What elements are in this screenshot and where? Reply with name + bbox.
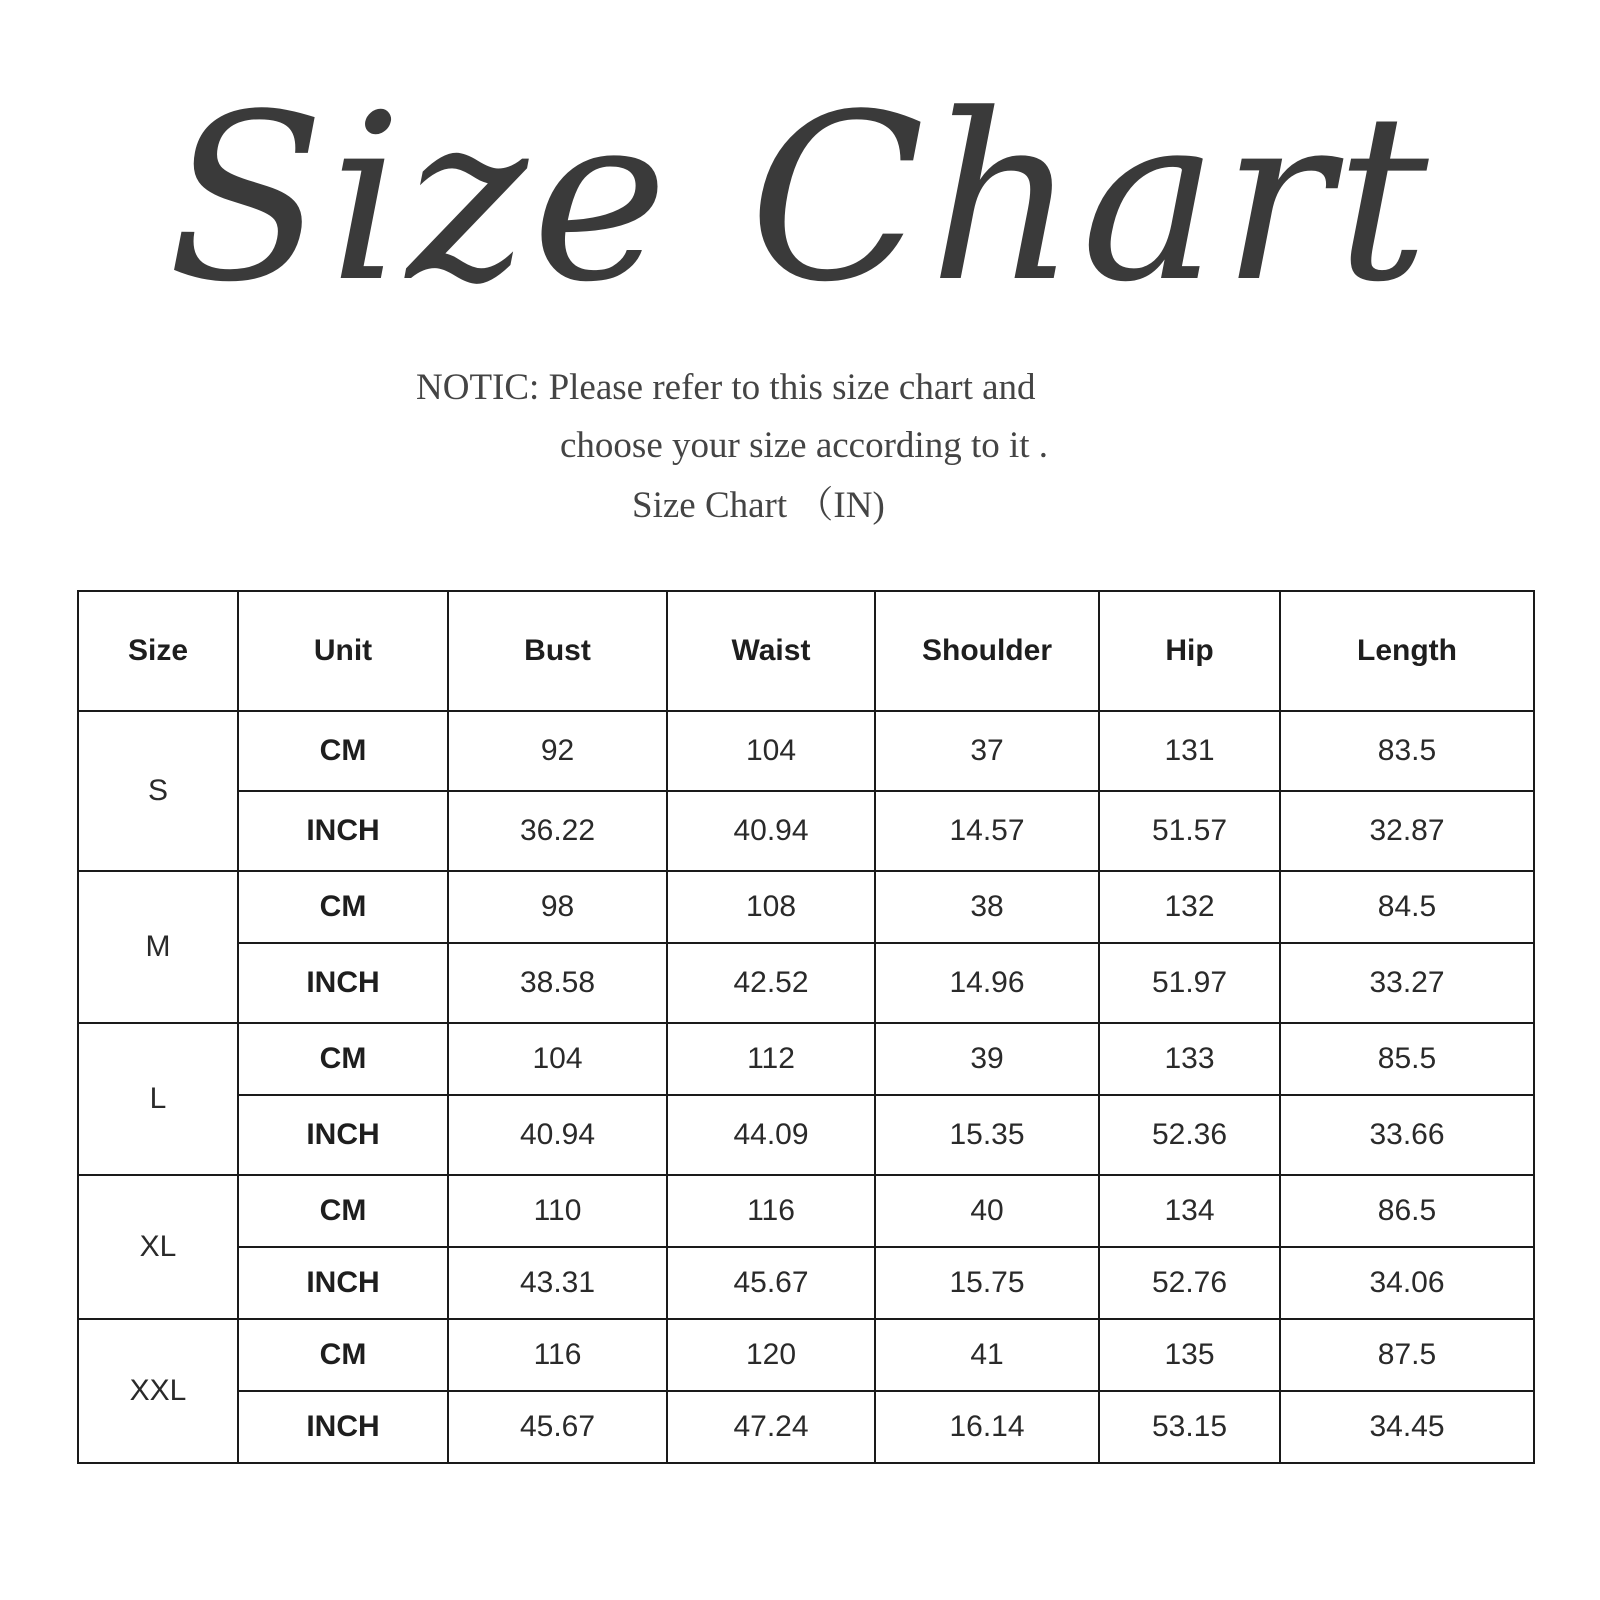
header-unit: Unit [238,591,448,711]
hip-cell: 131 [1099,711,1280,791]
length-cell: 32.87 [1280,791,1534,871]
hip-cell: 132 [1099,871,1280,943]
bust-cell: 38.58 [448,943,667,1023]
length-cell: 33.66 [1280,1095,1534,1175]
waist-cell: 44.09 [667,1095,875,1175]
notice-line-2: choose your size according to it . [560,425,1049,466]
unit-cell: CM [238,1023,448,1095]
waist-cell: 112 [667,1023,875,1095]
length-cell: 85.5 [1280,1023,1534,1095]
waist-cell: 45.67 [667,1247,875,1319]
bust-cell: 110 [448,1175,667,1247]
length-cell: 83.5 [1280,711,1534,791]
table-row [78,711,1534,791]
unit-cell: INCH [238,791,448,871]
hip-cell: 52.76 [1099,1247,1280,1319]
unit-cell: INCH [238,1247,448,1319]
table-row [78,1023,1534,1095]
bust-cell: 40.94 [448,1095,667,1175]
unit-cell: CM [238,1319,448,1391]
unit-cell: CM [238,1175,448,1247]
bust-cell: 116 [448,1319,667,1391]
size-label: XL [78,1175,238,1319]
length-cell: 34.45 [1280,1391,1534,1463]
length-cell: 84.5 [1280,871,1534,943]
header-bust: Bust [448,591,667,711]
shoulder-cell: 16.14 [875,1391,1099,1463]
table-row [78,1175,1534,1247]
shoulder-cell: 15.75 [875,1247,1099,1319]
hip-cell: 52.36 [1099,1095,1280,1175]
length-cell: 86.5 [1280,1175,1534,1247]
length-cell: 33.27 [1280,943,1534,1023]
table-row [78,1095,1534,1175]
shoulder-cell: 15.35 [875,1095,1099,1175]
table-caption: Size Chart （IN) [632,485,885,526]
unit-cell: CM [238,711,448,791]
size-label: S [78,711,238,871]
bust-cell: 104 [448,1023,667,1095]
waist-cell: 42.52 [667,943,875,1023]
size-label: XXL [78,1319,238,1463]
hip-cell: 51.57 [1099,791,1280,871]
table-row [78,871,1534,943]
table-row [78,791,1534,871]
header-hip: Hip [1099,591,1280,711]
header-row [78,591,1534,711]
waist-cell: 104 [667,711,875,791]
shoulder-cell: 40 [875,1175,1099,1247]
waist-cell: 120 [667,1319,875,1391]
notice-line-1: NOTIC: Please refer to this size chart and [416,367,1036,408]
table-row [78,1319,1534,1391]
unit-cell: CM [238,871,448,943]
shoulder-cell: 39 [875,1023,1099,1095]
hip-cell: 135 [1099,1319,1280,1391]
table-row [78,1247,1534,1319]
bust-cell: 98 [448,871,667,943]
size-label: M [78,871,238,1023]
page-title: Size Chart [167,66,1433,333]
shoulder-cell: 14.57 [875,791,1099,871]
size-label: L [78,1023,238,1175]
shoulder-cell: 14.96 [875,943,1099,1023]
length-cell: 34.06 [1280,1247,1534,1319]
bust-cell: 36.22 [448,791,667,871]
header-shoulder: Shoulder [875,591,1099,711]
waist-cell: 116 [667,1175,875,1247]
header-size: Size [78,591,238,711]
hip-cell: 133 [1099,1023,1280,1095]
waist-cell: 40.94 [667,791,875,871]
bust-cell: 92 [448,711,667,791]
hip-cell: 53.15 [1099,1391,1280,1463]
waist-cell: 108 [667,871,875,943]
hip-cell: 51.97 [1099,943,1280,1023]
table-row [78,943,1534,1023]
shoulder-cell: 41 [875,1319,1099,1391]
shoulder-cell: 37 [875,711,1099,791]
hip-cell: 134 [1099,1175,1280,1247]
header-waist: Waist [667,591,875,711]
shoulder-cell: 38 [875,871,1099,943]
unit-cell: INCH [238,1391,448,1463]
table-row [78,1391,1534,1463]
bust-cell: 43.31 [448,1247,667,1319]
waist-cell: 47.24 [667,1391,875,1463]
header-length: Length [1280,591,1534,711]
size-table [77,590,1535,1464]
bust-cell: 45.67 [448,1391,667,1463]
unit-cell: INCH [238,1095,448,1175]
unit-cell: INCH [238,943,448,1023]
length-cell: 87.5 [1280,1319,1534,1391]
